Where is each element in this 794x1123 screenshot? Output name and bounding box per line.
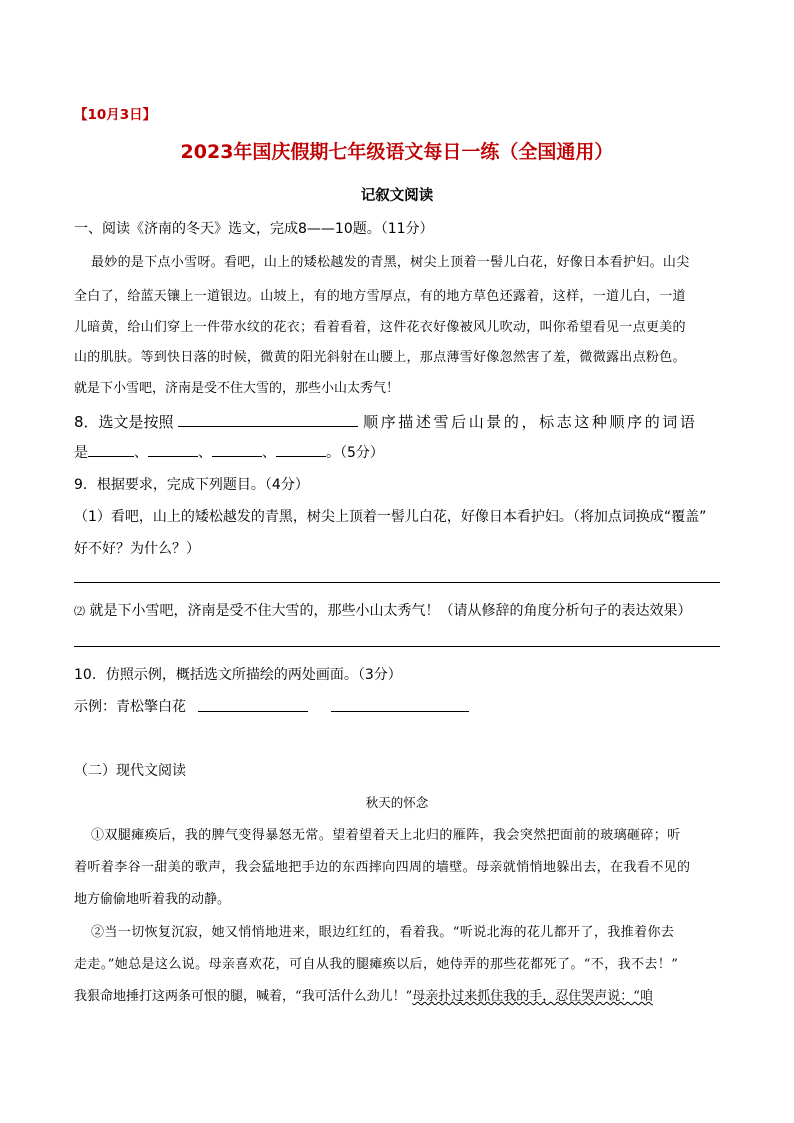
article-paragraph-line: 地方偷偷地听着我的动静。 [74, 892, 231, 907]
article-paragraph-line: 着听着李谷一甜美的歌声，我会猛地把手边的东西摔向四周的墙壁。母亲就悄悄地躲出去，在我看不见的 [74, 860, 691, 875]
page-subtitle: 记叙文阅读 [360, 188, 434, 204]
passage-line: 最妙的是下点小雪呀。看吧，山上的矮松越发的青黑，树尖上顶着一髻儿白花，好像日本看护妇。山尖 [91, 255, 690, 270]
q8-sep: 、 [262, 445, 276, 461]
question-10: 10．仿照示例，概括选文所描绘的两处画面。（3分） [74, 667, 402, 683]
page-title: 2023年国庆假期七年级语文每日一练（全国通用） [180, 141, 614, 163]
q9-2-number: ⑵ [74, 605, 85, 618]
q8-suffix: 顺序描述雪后山景的，标志这种顺序的词语 [363, 413, 698, 431]
section2-heading: （二）现代文阅读 [74, 763, 186, 779]
q10-blank-2[interactable] [331, 711, 469, 712]
q8-end: 。（5分） [326, 445, 384, 461]
answer-line-9-1[interactable] [74, 582, 720, 583]
article-paragraph-line [74, 985, 653, 1004]
question-9: 9．根据要求，完成下列题目。（4分） [74, 477, 309, 493]
question-8-line2 [74, 442, 384, 462]
passage-line: 儿暗黄，给山们穿上一件带水纹的花衣；看着看着，这件花衣好像被风儿吹动，叫你希望看见一点更美的 [74, 320, 686, 335]
q8-blank-word-4[interactable] [276, 444, 326, 457]
answer-line-9-2[interactable] [74, 646, 720, 647]
article-title: 秋天的怀念 [365, 795, 429, 810]
question-8-line1 [74, 411, 698, 432]
q8-sep: 、 [134, 445, 148, 461]
q8-prefix2: 是 [74, 445, 88, 461]
q8-blank-word-2[interactable] [148, 444, 198, 457]
passage-line: 山的肌肤。等到快日落的时候，微黄的阳光斜射在山腰上，那点薄雪好像忽然害了羞，微微露出点粉色。 [74, 350, 686, 365]
article-paragraph-line: 走走。”她总是这么说。母亲喜欢花，可自从我的腿瘫痪以后，她侍弄的那些花都死了。“不，我不去！” [74, 957, 679, 972]
q8-blank-order[interactable] [178, 414, 358, 427]
date-label: 【10月3日】 [74, 107, 157, 123]
article-paragraph-line: ②当一切恢复沉寂，她又悄悄地进来，眼边红红的，看着我。“听说北海的花儿都开了，我推着你去 [91, 925, 675, 940]
q10-blank-1[interactable] [198, 711, 308, 712]
section1-intro: 一、阅读《济南的冬天》选文，完成8——10题。（11分） [74, 221, 434, 237]
article-plain-text: 我狠命地捶打这两条可恨的腿，喊着，“我可活什么劲儿！” [74, 989, 413, 1004]
article-paragraph-line: ①双腿瘫痪后，我的脾气变得暴怒无常。望着望着天上北归的雁阵，我会突然把面前的玻璃砸碎；听 [91, 828, 681, 843]
passage-line: 全白了，给蓝天镶上一道银边。山坡上，有的地方雪厚点，有的地方草色还露着，这样，一道儿白，一道 [74, 289, 686, 304]
q8-blank-word-1[interactable] [88, 444, 134, 457]
question-9-1-line1: （1）看吧，山上的矮松越发的青黑，树尖上顶着一髻儿白花，好像日本看护妇。（将加点词换成“覆盖” [74, 509, 707, 525]
article-wavy-underlined-text: 母亲扑过来抓住我的手，忍住哭声说：“咱 [412, 989, 653, 1004]
q8-prefix: 8．选文是按照 [74, 413, 174, 431]
q8-sep: 、 [198, 445, 212, 461]
question-9-1-line2: 好不好？为什么？） [74, 541, 200, 557]
q8-blank-word-3[interactable] [212, 444, 262, 457]
question-9-2 [74, 600, 691, 620]
q9-2-text: 就是下小雪吧，济南是受不住大雪的，那些小山太秀气！（请从修辞的角度分析句子的表达效果） [89, 603, 692, 619]
question-10-example: 示例：青松擎白花 [74, 699, 186, 715]
passage-line: 就是下小雪吧，济南是受不住大雪的，那些小山太秀气！ [74, 381, 400, 396]
